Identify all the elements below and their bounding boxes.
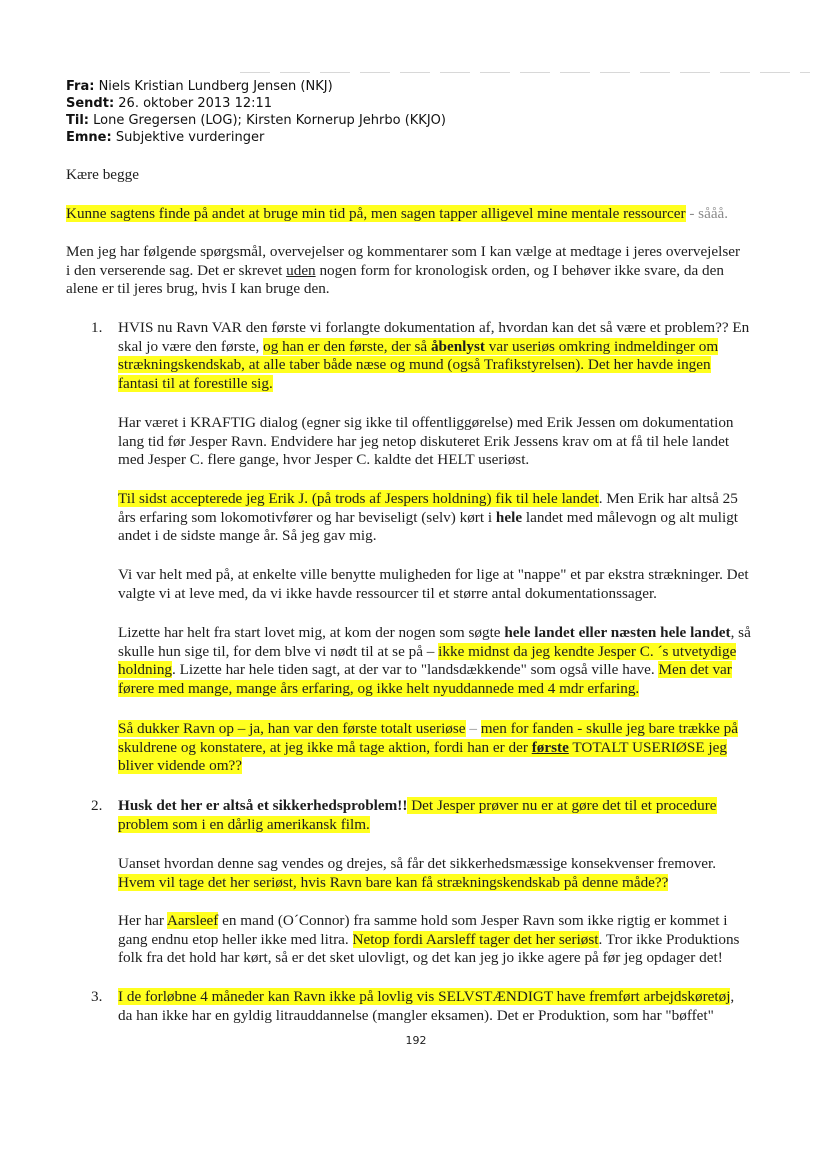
faint-header-rule (240, 72, 810, 73)
page-number: 192 (405, 1034, 427, 1047)
item2-paragraph-c: Her har Aarsleef en mand (O´Connor) fra samme hold som Jesper Ravn som ikke rigtig er kommet i gang endnu etop heller ikke med litra. Netop fordi Aarsleff tager det her seriøst. Tror ikke Produktions folk fra det hold har kørt, så er det sket ulovligt, og det kan jeg jo ikke agere på før jeg opdager det! (118, 912, 740, 967)
item1-paragraph-c: Til sidst accepterede jeg Erik J. (på trods af Jespers holdning) fik til hele landet. Men Erik har altså 25 års erfaring som lokomotivfører og har beviseligt (selv) kørt i hele landet med målevogn og alt muligt andet i de sidste mange år. Så jeg gav mig. (118, 490, 739, 545)
to-line: Til: Lone Gregersen (LOG); Kirsten Kornerup Jehrbo (KKJO) (66, 113, 446, 128)
paragraph-intro: Men jeg har følgende spørgsmål, overvejelser og kommentarer som I kan vælge at medtage i jeres overvejelser i den verserende sag. Det er skrevet uden nogen form for kronologisk orden, og I behøver ikke svare, da den alene er til jeres brug, hvis I kan bruge den. (66, 243, 741, 298)
from-line: Fra: Niels Kristian Lundberg Jensen (NKJ) (66, 79, 333, 94)
item2-paragraph-b: Uanset hvordan denne sag vendes og drejes, så får det sikkerhedsmæssige konsekvenser fremover. Hvem vil tage det her seriøst, hvis Ravn bare kan få strækningskendskab på denne måde?? (118, 855, 717, 891)
greeting: Kære begge (66, 166, 139, 183)
list-number-2: 2. (91, 797, 103, 814)
item1-paragraph-d: Vi var helt med på, at enkelte ville benytte muligheden for lige at "nappe" et par ekstra strækninger. Det valgte vi at leve med, da vi ikke havde ressourcer til et større antal dokumentationssager. (118, 566, 749, 602)
sent-line: Sendt: 26. oktober 2013 12:11 (66, 96, 273, 111)
item1-paragraph-b: Har været i KRAFTIG dialog (egner sig ikke til offentliggørelse) med Erik Jessen om dokumentation lang tid før Jesper Ravn. Endvidere har jeg netop diskuteret Erik Jessens krav om at få til hele landet med Jesper C. flere gange, hvor Jesper C. kaldte det HELT useriøst. (118, 414, 734, 469)
subject-line: Emne: Subjektive vurderinger (66, 130, 265, 145)
list-number-3: 3. (91, 988, 103, 1005)
item3-paragraph: I de forløbne 4 måneder kan Ravn ikke på lovlig vis SELVSTÆNDIGT have fremført arbejdskøretøj, da han ikke har en gyldig litrauddannelse (mangler eksamen). Det er Produktion, som har "bøffet" (118, 988, 735, 1024)
item1-paragraph-e: Lizette har helt fra start lovet mig, at kom der nogen som søgte hele landet eller næsten hele landet, så skulle hun sige til, for dem blve vi nødt til at se på – ikke midnst da jeg kendte Jesper C. ´s utvetydige holdning. Lizette har hele tiden sagt, at der var to "landsdækkende" som også ville have. Men det var førere med mange, mange års erfaring, og ikke helt nyuddannede med 4 mdr erfaring. (118, 624, 751, 697)
item1-paragraph-a: HVIS nu Ravn VAR den første vi forlangte dokumentation af, hvordan kan det så være et problem?? En skal jo være den første, og han er den første, der så åbenlyst var useriøs omkring indmeldinger om strækningskendskab, at alle taber både næse og mund (også Trafikstyrelsen). Det her havde ingen fantasi til at forestille sig. (118, 319, 750, 392)
list-number-1: 1. (91, 319, 103, 336)
email-header (66, 78, 446, 146)
intro-line: Kunne sagtens finde på andet at bruge min tid på, men sagen tapper alligevel mine mentale ressourcer - sååå. (66, 205, 729, 222)
item2-paragraph-a: Husk det her er altså et sikkerhedsproblem!! Det Jesper prøver nu er at gøre det til et procedure problem som i en dårlig amerikansk film. (118, 797, 717, 833)
item1-paragraph-f: Så dukker Ravn op – ja, han var den første totalt useriøse – men for fanden - skulle jeg bare trække på skuldrene og konstatere, at jeg ikke må tage aktion, fordi han er der første TOTALT USERIØSE jeg bliver vidende om?? (118, 720, 738, 775)
